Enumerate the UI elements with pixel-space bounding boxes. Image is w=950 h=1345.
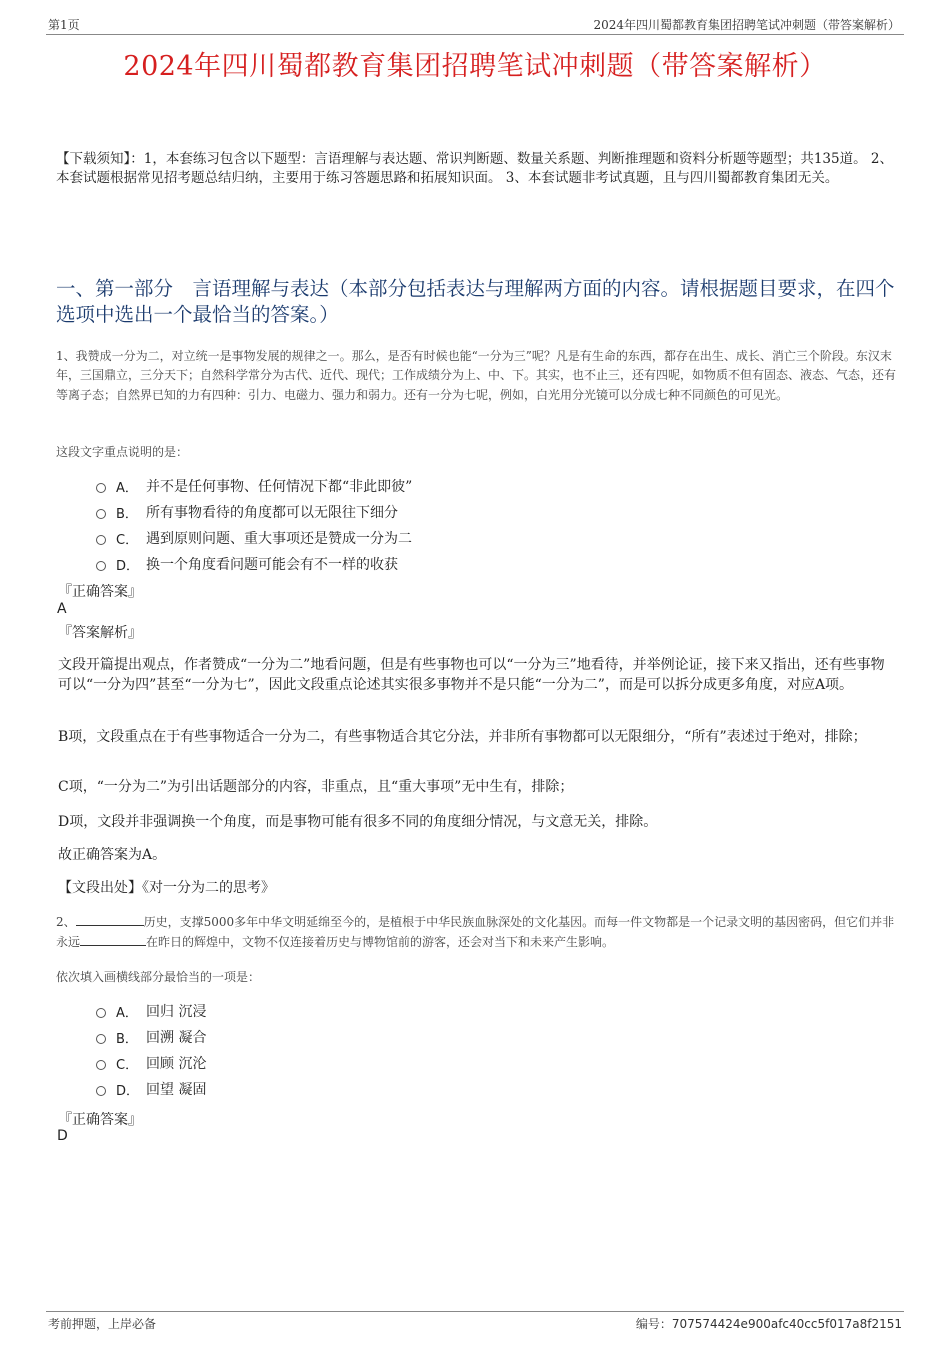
radio-icon[interactable] <box>96 561 106 571</box>
analysis-paragraph: 文段开篇提出观点，作者赞成“一分为二”地看问题，但是有些事物也可以“一分为三”地看待，并举例论证，接下来又指出，还有些事物可以“一分为四”甚至“一分为七”，因此文段重点论述其实很多事物并不是只能“一分为二”，而是可以拆分成更多角度，对应A项。 <box>58 657 885 693</box>
question-2-prompt: 依次填入画横线部分最恰当的一项是： <box>56 970 261 984</box>
option-letter: C． <box>116 1057 139 1073</box>
radio-icon[interactable] <box>96 1034 106 1044</box>
option-letter: A． <box>116 480 138 496</box>
question-1-options <box>96 473 876 577</box>
option-d[interactable] <box>96 551 876 577</box>
passage-source: 【文段出处】《对一分为二的思考》 <box>58 880 275 896</box>
question-number: 2、 <box>56 915 76 929</box>
option-text: 换一个角度看问题可能会有不一样的收获 <box>146 557 398 573</box>
page-footer <box>46 1311 904 1332</box>
option-letter: B． <box>116 1031 138 1047</box>
option-c[interactable] <box>96 525 876 551</box>
analysis-conclusion: 故正确答案为A。 <box>58 847 167 863</box>
answer-value: A <box>57 601 67 617</box>
download-notice: 【下载须知】：1，本套练习包含以下题型：言语理解与表达题、常识判断题、数量关系题、判断推理题和资料分析题等题型；共135道。 2、本套试题根据常见招考题总结归纳，主要用于练习答题思路和拓展知识面。 3、本套试题非考试真题，且与四川蜀都教育集团无关。 <box>56 151 893 186</box>
option-text: 所有事物看待的角度都可以无限往下细分 <box>146 505 398 521</box>
question-text-part: 历史，支撑5000多年中华文明延绵至今的，是植根于中华民族血脉深处的文化基因。而每一件文物都是一个记录文明的基因密码，但它们并非永远 <box>56 915 895 949</box>
option-letter: D． <box>116 1083 140 1099</box>
option-letter: A． <box>116 1005 138 1021</box>
analysis-paragraph: C项，“一分为二”为引出话题部分的内容，非重点，且“重大事项”无中生有，排除； <box>58 779 574 795</box>
option-text: 回溯 凝合 <box>146 1030 207 1046</box>
radio-icon[interactable] <box>96 1060 106 1070</box>
option-letter: C． <box>116 532 139 548</box>
analysis-paragraph: D项，文段并非强调换一个角度，而是事物可能有很多不同的角度细分情况，与文意无关，排除。 <box>58 814 658 830</box>
page-header <box>46 14 904 35</box>
option-a[interactable] <box>96 998 876 1024</box>
answer-label: 『正确答案』 <box>58 1112 142 1128</box>
option-text: 回顾 沉沦 <box>146 1056 207 1072</box>
option-letter: D． <box>116 558 140 574</box>
option-text: 回归 沉浸 <box>146 1004 207 1020</box>
radio-icon[interactable] <box>96 1086 106 1096</box>
header-doc-title: 2024年四川蜀都教育集团招聘笔试冲刺题（带答案解析） <box>593 18 900 32</box>
radio-icon[interactable] <box>96 509 106 519</box>
document-code <box>636 1315 902 1332</box>
footer-slogan: 考前押题，上岸必备 <box>48 1317 157 1331</box>
option-b[interactable] <box>96 1024 876 1050</box>
page-number: 第1页 <box>48 18 80 32</box>
page-title: 2024年四川蜀都教育集团招聘笔试冲刺题（带答案解析） <box>123 51 827 82</box>
option-b[interactable] <box>96 499 876 525</box>
option-d[interactable] <box>96 1076 876 1102</box>
analysis-label: 『答案解析』 <box>58 625 142 641</box>
option-text: 遇到原则问题、重大事项还是赞成一分为二 <box>146 531 412 547</box>
option-letter: B． <box>116 506 138 522</box>
radio-icon[interactable] <box>96 483 106 493</box>
code-value: 707574424e900afc40cc5f017a8f2151 <box>671 1317 902 1331</box>
section-title: 一、第一部分 言语理解与表达（本部分包括表达与理解两方面的内容。请根据题目要求，在四个选项中选出一个最恰当的答案。） <box>56 277 895 326</box>
fill-blank <box>76 913 144 926</box>
question-text-part: 在昨日的辉煌中，文物不仅连接着历史与博物馆前的游客，还会对当下和未来产生影响。 <box>146 935 615 949</box>
option-a[interactable] <box>96 473 876 499</box>
question-2-options <box>96 998 876 1102</box>
analysis-paragraph: B项，文段重点在于有些事物适合一分为二，有些事物适合其它分法，并非所有事物都可以无限细分，“所有”表述过于绝对，排除； <box>58 729 867 745</box>
question-2-text <box>56 912 904 952</box>
fill-blank <box>80 933 146 946</box>
option-text: 回望 凝固 <box>146 1082 207 1098</box>
radio-icon[interactable] <box>96 1008 106 1018</box>
radio-icon[interactable] <box>96 535 106 545</box>
question-1-prompt: 这段文字重点说明的是： <box>56 445 189 459</box>
answer-label: 『正确答案』 <box>58 584 142 600</box>
option-text: 并不是任何事物、任何情况下都“非此即彼” <box>146 479 413 495</box>
code-label: 编号： <box>635 1317 672 1331</box>
answer-value: D <box>57 1128 68 1144</box>
option-c[interactable] <box>96 1050 876 1076</box>
question-1-text: 1、我赞成一分为二，对立统一是事物发展的规律之一。那么，是否有时候也能“一分为三”呢？凡是有生命的东西，都存在出生、成长、消亡三个阶段。东汉末年，三国鼎立，三分天下；自然科学常分为古代、近代、现代；工作成绩分为上、中、下。其实，也不止三，还有四呢，如物质不但有固态、液态、气态，还有等离子态；自然界已知的力有四种：引力、电磁力、强力和弱力。还有一分为七呢，例如，白光用分光镜可以分成七种不同颜色的可见光。 <box>56 349 897 402</box>
